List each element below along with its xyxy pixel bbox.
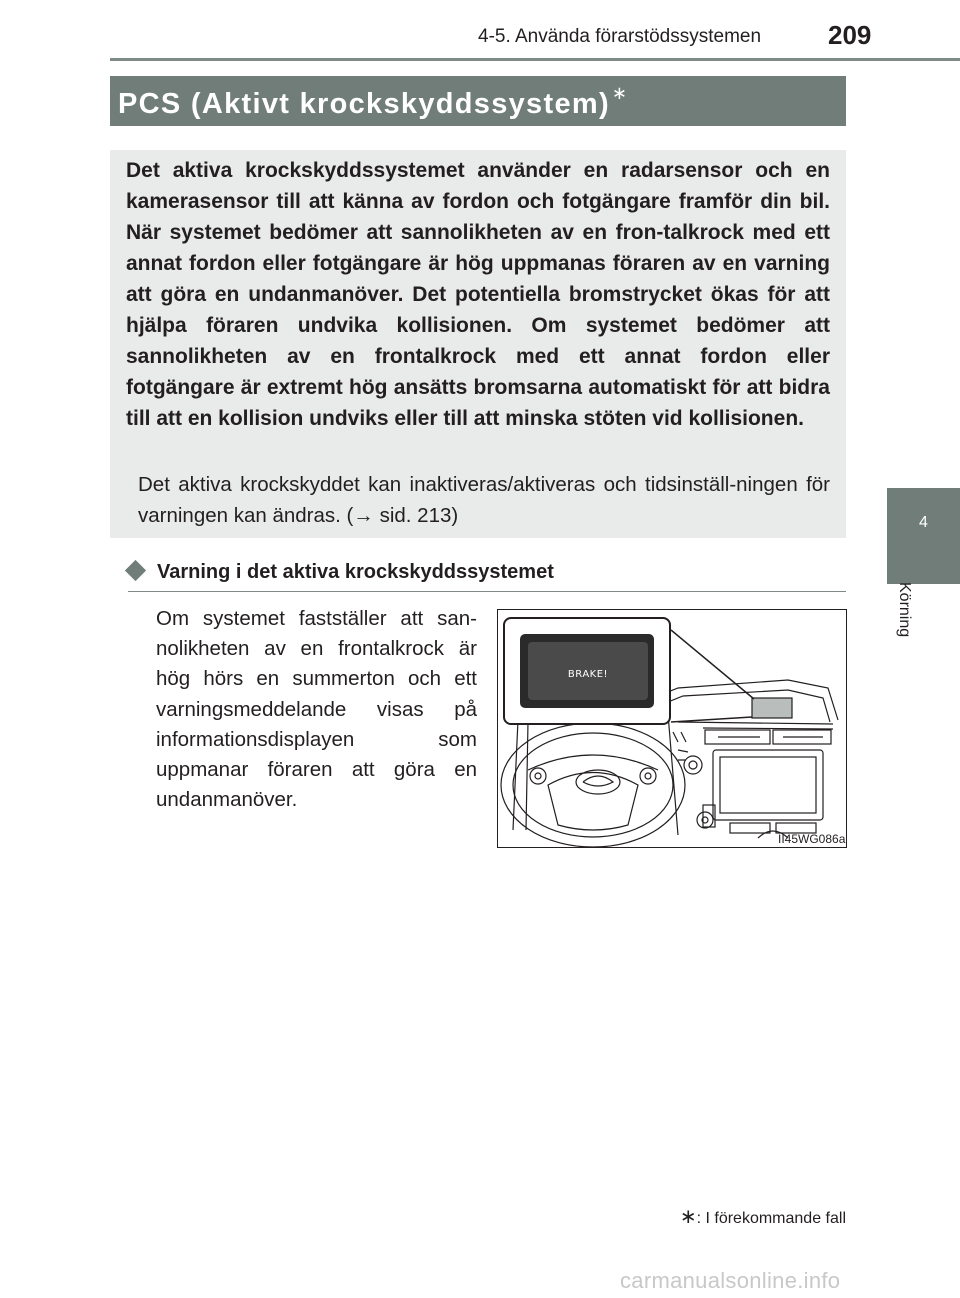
subsection-body: Om systemet fastställer att san-nolikheten av en frontalkrock är hög hörs en summerton och ett varningsmeddelande visas på informationsdisplayen som uppmanar föraren att göra en undanmanöver.	[156, 607, 477, 812]
footnote-text: : I förekommande fall	[696, 1210, 846, 1227]
diamond-bullet-icon	[125, 560, 146, 581]
subsection-divider	[128, 591, 846, 592]
section-title	[118, 83, 628, 121]
intro-bold-paragraph: Det aktiva krockskyddssystemet använder en radarsensor och en kamerasensor till att känna av fordon och fotgängare framför din bil. När systemet bedömer att sannolikheten av en fron-talkrock med ett annat fordon eller fotgängare är hög uppmanas föraren av en varning att göra en undanmanöver. Det potentiella bromstrycket ökas för att hjälpa föraren undvika kollisionen. Om systemet bedömer att sannolikheten av en frontalkrock med ett annat fordon eller fotgängare är extremt hög ansätts bromsarna automatiskt för att bidra till att en kollision undviks eller till att minska stöten vid kollisionen.	[126, 159, 830, 430]
section-title-text: PCS (Aktivt krockskyddssystem)	[118, 88, 610, 120]
subsection-heading: Varning i det aktiva krockskyddssystemet	[157, 561, 554, 583]
header-divider	[110, 58, 960, 61]
page-number: 209	[828, 20, 872, 50]
watermark: carmanualsonline.info	[620, 1268, 841, 1293]
dashboard-drawing	[498, 610, 846, 847]
section-title-marker: ∗	[611, 83, 629, 103]
chapter-tab	[887, 488, 960, 584]
chapter-label: Körning	[896, 582, 913, 638]
figure-code: II45WG086a	[778, 832, 846, 846]
dashboard-illustration	[497, 609, 847, 848]
header-section-title: 4-5. Använda förarstödssystemen	[478, 26, 762, 47]
chapter-label-container	[895, 582, 915, 662]
chapter-number: 4	[919, 514, 928, 531]
footnote	[631, 1204, 846, 1229]
intro-note-paragraph: Det aktiva krockskyddet kan inaktiveras/aktiveras och tidsinställ-ningen för varningen kan ändras. (→ sid. 213)	[138, 473, 830, 527]
footnote-marker: ∗	[679, 1206, 697, 1228]
display-warning-message: BRAKE!	[567, 669, 609, 680]
